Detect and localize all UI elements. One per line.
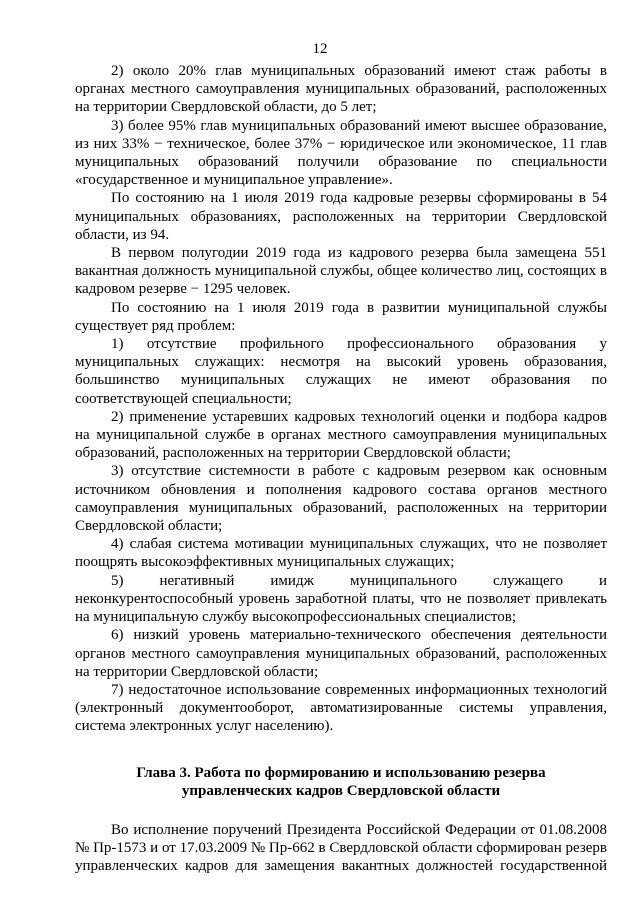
paragraph-reserves-formed: По состоянию на 1 июля 2019 года кадровые резервы сформированы в 54 муниципальных образованиях, расположенных на территории Свердловской области, из 94. <box>75 190 607 243</box>
chapter-heading-line-1: Глава 3. Работа по формированию и использованию резерва <box>136 764 546 781</box>
list-item-problem-1: 1) отсутствие профильного профессионального образования у муниципальных служащих: несмотря на высокий уровень образования, большинство муниципальных служащих не имеют образования по соответствующей специальности; <box>75 336 607 407</box>
paragraph-problems-intro: По состоянию на 1 июля 2019 года в развитии муниципальной службы существует ряд проблем: <box>75 299 607 334</box>
chapter-heading-line-2: управленческих кадров Свердловской области <box>181 783 501 800</box>
paragraph-presidential-orders: Во исполнение поручений Президента Российской Федерации от 01.08.2008 № Пр-1573 и от 17.03.2009 № Пр-662 в Свердловской области сформирован резерв управленческих кадров для замещения вакантных должностей государственной <box>75 821 607 874</box>
list-item-problem-5: 5) негативный имидж муниципального служащего и неконкурентоспособный уровень заработной платы, что не позволяет привлекать на муниципальную службу высокопрофессиональных специалистов; <box>75 572 607 626</box>
list-item-problem-4: 4) слабая система мотивации муниципальных служащих, что не позволяет поощрять высокоэффективных муниципальных служащих; <box>75 536 607 571</box>
paragraph-vacancies-filled: В первом полугодии 2019 года из кадрового резерва была замещена 551 вакантная должность муниципальной службы, общее количество лиц, состоящих в кадровом резерве − 1295 человек. <box>75 245 607 298</box>
document-body <box>75 62 607 875</box>
paragraph-education-experience: 2) около 20% глав муниципальных образований имеют стаж работы в органах местного самоуправления муниципальных образований, расположенных на территории Свердловской области, до 5 лет; <box>75 63 607 116</box>
list-item-problem-7: 7) недостаточное использование современных информационных технологий (электронный документооборот, автоматизированные системы управления, система электронных услуг населению). <box>75 681 607 735</box>
list-item-problem-6: 6) низкий уровень материально-технического обеспечения деятельности органов местного самоуправления муниципальных образований, расположенных на территории Свердловской области; <box>75 627 607 680</box>
paragraph-higher-education: 3) более 95% глав муниципальных образований имеют высшее образование, из них 33% − техническое, более 37% − юридическое или экономическое, 11 глав муниципальных образований получили образование по специальности «государственное и муниципальное управление». <box>75 117 607 189</box>
list-item-problem-3: 3) отсутствие системности в работе с кадровым резервом как основным источником обновления и пополнения кадрового состава органов местного самоуправления муниципальных образований, расположенных на территории Свердловской области; <box>75 463 607 535</box>
list-item-problem-2: 2) применение устаревших кадровых технологий оценки и подбора кадров на муниципальной службе в органах местного самоуправления муниципальных образований, расположенных на территории Свердловской области; <box>75 408 607 462</box>
chapter-heading <box>75 764 607 801</box>
page-number: 12 <box>312 41 328 57</box>
